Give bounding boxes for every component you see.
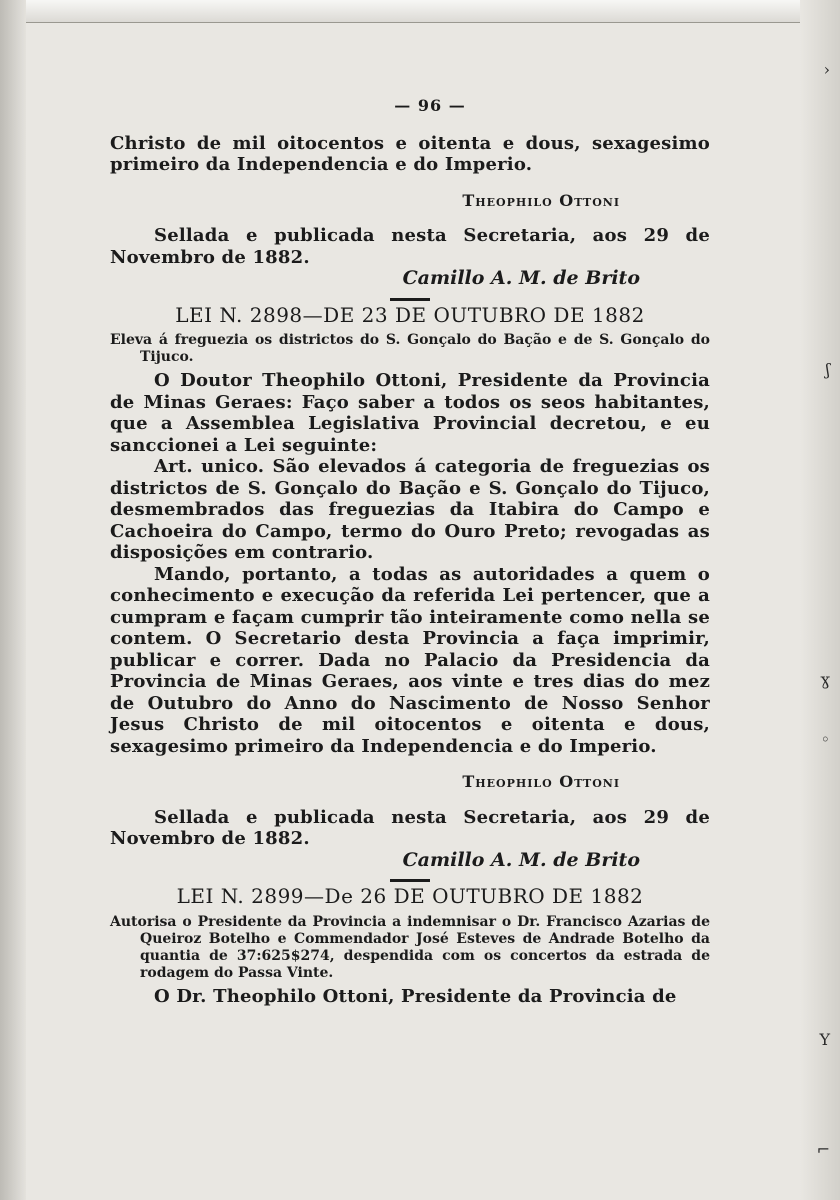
opening-paragraph: Christo de mil oitocentos e oitenta e dous, sexagesimo primeiro da Independencia e do Imperio. (110, 132, 710, 175)
sealed-notice-1: Sellada e publicada nesta Secretaria, aos 29 de Novembro de 1882. (110, 225, 710, 268)
law-2898-preamble: O Doutor Theophilo Ottoni, Presidente da Provincia de Minas Geraes: Faço saber a todos os seos habitantes, que a Assemblea Legislativa Provincial decretou, e eu sanccionei a Lei seguinte: (110, 370, 710, 456)
law-2898-article: Art. unico. São elevados á categoria de freguezias os districtos de S. Gonçalo do Bação e S. Gonçalo do Tijuco, desmembrados das freguezias da Itabira do Campo e Cachoeira do Campo, termo do Ouro Preto; revogadas as disposições em contrario. (110, 456, 710, 563)
scan-left-edge (0, 0, 26, 1200)
scan-top-edge (0, 0, 840, 23)
margin-mark: ʃ (825, 360, 830, 379)
page-number: — 96 — (394, 96, 466, 115)
scan-right-edge (800, 0, 840, 1200)
law-2899-preamble-start: O Dr. Theophilo Ottoni, Presidente da Provincia de (154, 985, 677, 1007)
margin-mark: ⌐ (816, 1140, 830, 1159)
section-divider (390, 298, 430, 301)
signature-1: Theophilo Ottoni (462, 190, 620, 210)
margin-mark: ɣ (820, 670, 830, 689)
law-2898-title: LEI N. 2898—DE 23 DE OUTUBRO DE 1882 (175, 302, 645, 327)
document-page (110, 95, 710, 1007)
law-2898-signature: Theophilo Ottoni (462, 772, 620, 791)
law-2899-summary: Autorisa o Presidente da Provincia a indemnisar o Dr. Francisco Azarias de Queiroz Botelho e Commendador José Esteves de Andrade Botelho da quantia de 37:625$274, despendida com os concertos da estrada de rodagem do Passa Vinte. (110, 913, 710, 981)
law-2898-sealed-notice: Sellada e publicada nesta Secretaria, aos 29 de Novembro de 1882. (110, 806, 710, 849)
law-2898-summary: Eleva á freguezia os districtos do S. Gonçalo do Bação e de S. Gonçalo do Tijuco. (110, 332, 710, 365)
section-divider (390, 879, 430, 882)
margin-mark: ◦ (820, 730, 830, 749)
law-2898-closing: Mando, portanto, a todas as autoridades a quem o conhecimento e execução da referida Lei pertencer, que a cumpram e façam cumprir tão inteiramente como nella se contem. O Secretario desta Provincia a faça imprimir, publicar e correr. Dada no Palacio da Presidencia da Provincia de Minas Geraes, aos vinte e tres dias do mez de Outubro do Anno do Nascimento de Nosso Senhor Jesus Christo de mil oitocentos e oitenta e dous, sexagesimo primeiro da Independencia e do Imperio. (110, 563, 710, 757)
law-2898-secretary-signature: Camillo A. M. de Brito (402, 848, 640, 871)
margin-mark: › (823, 60, 830, 79)
law-2899-title: LEI N. 2899—De 26 DE OUTUBRO DE 1882 (176, 884, 644, 908)
margin-mark: Y (819, 1030, 830, 1049)
secretary-signature-1: Camillo A. M. de Brito (402, 267, 640, 289)
